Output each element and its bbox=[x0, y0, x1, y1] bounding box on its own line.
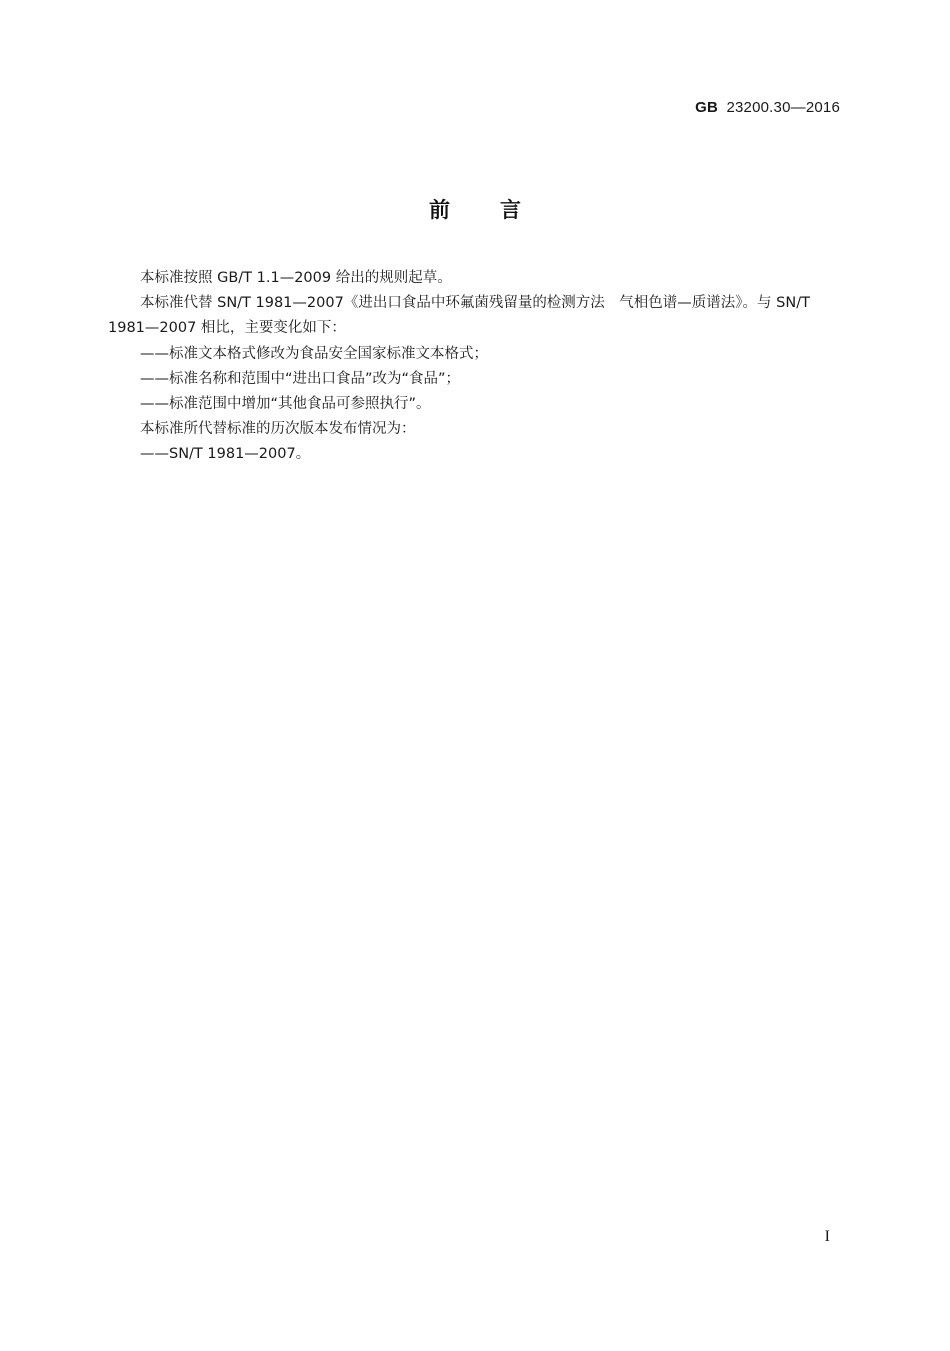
list-item-history: ——SN/T 1981—2007。 bbox=[140, 446, 311, 463]
foreword-body bbox=[108, 266, 848, 468]
standard-code-header bbox=[695, 99, 840, 116]
paragraph-drafting-rules: 本标准按照 GB/T 1.1—2009 给出的规则起草。 bbox=[140, 270, 452, 286]
list-item-change: ——标准范围中增加“其他食品可参照执行”。 bbox=[140, 396, 431, 413]
paragraph-replacement: 本标准代替 SN/T 1981—2007《进出口食品中环氟菌残留量的检测方法 气相色谱—质谱法》。与 SN/T 1981—2007 相比，主要变化如下： bbox=[108, 295, 810, 337]
paragraph-history: 本标准所代替标准的历次版本发布情况为： bbox=[140, 421, 416, 438]
page-number: I bbox=[824, 1228, 830, 1245]
list-item-change: ——标准名称和范围中“进出口食品”改为“食品”； bbox=[140, 370, 461, 387]
standard-prefix: GB bbox=[695, 99, 719, 116]
standard-number: 23200.30—2016 bbox=[726, 99, 840, 116]
list-item-change: ——标准文本格式修改为食品安全国家标准文本格式； bbox=[140, 345, 488, 362]
page-title: 前言 bbox=[429, 198, 571, 222]
